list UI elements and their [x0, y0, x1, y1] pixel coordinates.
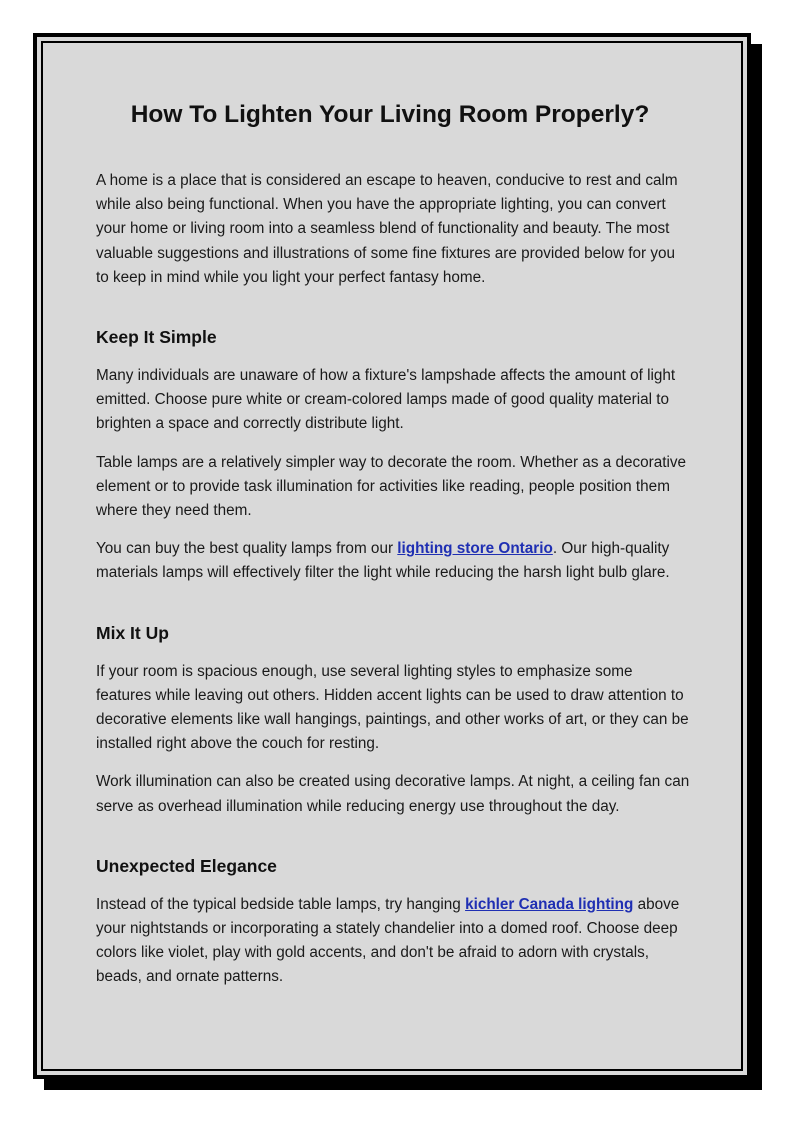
page-title: How To Lighten Your Living Room Properly?: [130, 101, 650, 128]
keep-it-simple-paragraph-2: Table lamps are a relatively simpler way to decorate the room. Whether as a decorative element or to provide task illumination for activities like reading, people position them where they need them.: [96, 453, 687, 520]
kichler-canada-lighting-link[interactable]: kichler Canada lighting: [465, 895, 634, 913]
lighting-store-ontario-link[interactable]: lighting store Ontario: [397, 540, 553, 558]
paragraph-text: above your nightstands or incorporating a stately chandelier into a domed roof. Choose deep colors like violet, play with gold accents, and don't be afraid to adorn with crystals, beads, and ornate patterns.: [96, 895, 680, 986]
unexpected-elegance-paragraph-1: [96, 893, 691, 990]
document-body: [96, 96, 691, 990]
section-heading-unexpected-elegance: Unexpected Elegance: [96, 855, 277, 876]
mix-it-up-paragraph-2: Work illumination can also be created using decorative lamps. At night, a ceiling fan can serve as overhead illumination while reducing energy use throughout the day.: [96, 773, 690, 815]
section-heading-mix-it-up: Mix It Up: [96, 622, 169, 643]
paragraph-text: Instead of the typical bedside table lamps, try hanging: [96, 895, 466, 913]
section-heading-keep-it-simple: Keep It Simple: [96, 327, 217, 348]
intro-paragraph: A home is a place that is considered an escape to heaven, conducive to rest and calm while also being functional. When you have the appropriate lighting, you can convert your home or living room into a seamless blend of functionality and beauty. The most valuable suggestions and illustrations of some fine fixtures are provided below for you to keep in mind while you light your perfect fantasy home.: [96, 172, 678, 286]
mix-it-up-paragraph-1: If your room is spacious enough, use several lighting styles to emphasize some features while leaving out others. Hidden accent lights can be used to draw attention to decorative elements like wall hangings, paintings, and other works of art, or they can be installed right above the couch for resting.: [96, 662, 689, 753]
paragraph-text: . Our high-quality materials lamps will effectively filter the light while reducing the harsh light bulb glare.: [96, 540, 670, 582]
paragraph-text: You can buy the best quality lamps from our: [96, 540, 398, 558]
keep-it-simple-paragraph-3: [96, 537, 691, 585]
keep-it-simple-paragraph-1: Many individuals are unaware of how a fixture's lampshade affects the amount of light emitted. Choose pure white or cream-colored lamps made of good quality material to brighten a space and correctly distribute light.: [96, 367, 676, 433]
